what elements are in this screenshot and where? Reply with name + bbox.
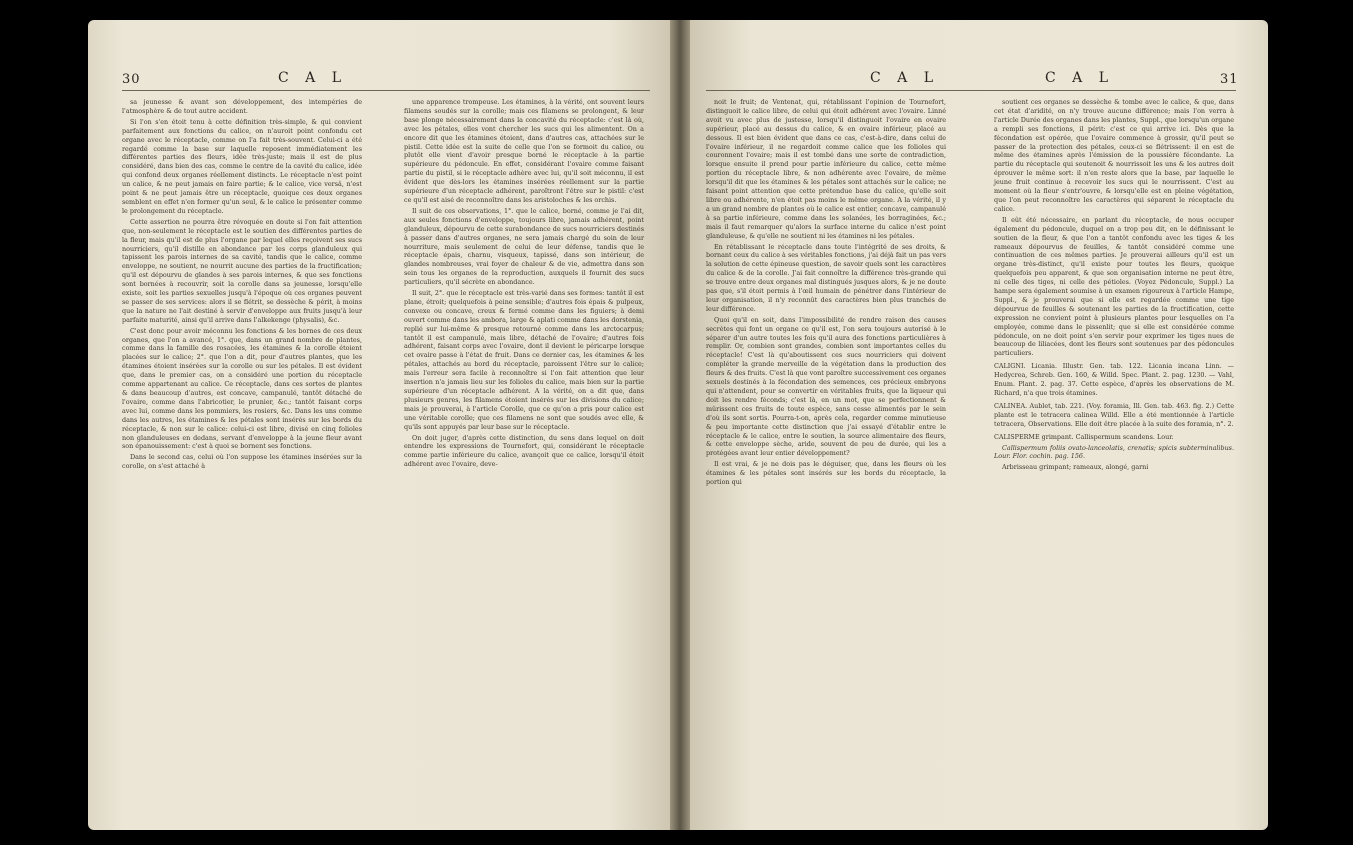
paragraph: Il eût été nécessaire, en parlant du réceptacle, de nous occuper également du pédoncule, duquel on a trop peu dit, en le définissant le soutien de la fleur, & que l'on a tantôt confondu avec les tiges & les rameaux dépourvus de feuilles, & tantôt considéré comme une continuation de ces mêmes parties. Je prouverai ailleurs qu'il est un organe très-distinct, qu'il existe pour toutes les fleurs, quoique quelquefois peu apparent, & que son organisation interne ne peut être, ni celle des tiges, ni celle des pétioles. (Voyez Pédoncule, Suppl.) La hampe sera également soumise à un examen rigoureux à l'article Hampe, Suppl., & je prouverai que si elle est regardée comme une tige dépourvue de feuilles & soutenant les parties de la fructification, cette expression ne convient point à plusieurs plantes pour lesquelles on l'a employée, comme dans le pissenlit; que si elle est considérée comme pédoncule, on ne doit point s'en servir pour exprimer les tiges nues de beaucoup de liliacées, dont les fleurs sont soutenues par des pédoncules particuliers.	[994, 215, 1234, 358]
book-spine	[670, 20, 690, 830]
paragraph: Si l'on s'en étoit tenu à cette définition très-simple, & qui convient parfaitement aux fonctions du calice, on n'auroit point confondu cet organe avec le réceptacle, comme on l'a fait très-souvent. Celui-ci a été regardé comme la base sur laquelle reposent immédiatement les différentes parties des fleurs, idée très-juste; mais il est de plus considéré, dans bien des cas, comme le centre de la cavité du calice, idée qui confond deux organes réellement distincts. Le réceptacle n'est point un calice, & ne peut jamais en faire partie; & le calice, vice versâ, n'est point & ne peut jamais être un réceptacle, quoique ces deux organes semblent en effet n'en former qu'un seul, & le calice le présenter comme le prolongement du réceptacle.	[122, 117, 362, 215]
running-header-left: C A L	[278, 70, 348, 86]
paragraph: En rétablissant le réceptacle dans toute l'intégrité de ses droits, & bornant ceux du calice à ses véritables fonctions, j'ai déjà fait un pas vers la solution de cette épineuse question, de savoir quels sont les caractères du calice & de la corolle. J'ai fait connoître la différence très-grande qui se trouve entre deux organes mal distingués jusques alors, & je ne doute pas que, s'il étoit permis à l'œil humain de pénétrer dans l'intérieur de leur organisation, il n'y reconnût des caractères bien plus tranchés de leur différence.	[706, 242, 946, 313]
paragraph: noit le fruit; de Ventenat, qui, rétablissant l'opinion de Tournefort, distinguoit le calice libre, de celui qui étoit adhérent avec l'ovaire. Linné avoit vu avec plus de justesse, lorsqu'il distinguoit l'ovaire en ovaire supérieur, placé au dessus du calice, & en ovaire inférieur, placé au dessous. Il est bien évident que dans ce cas, c'est-à-dire, dans celui de l'ovaire inférieur, il ne regardoit comme calice que les folioles qui couronnent l'ovaire; mais il est tombé dans une sorte de contradiction, lorsque ensuite il prend pour partie inférieure du calice, cette même portion du réceptacle libre, & non adhérente avec l'ovaire, de même lorsqu'il dit que les étamines & les pétales sont attachés sur le calice; ne faisant point attention que cette prétendue base du calice, qu'elle soit libre ou adhérente, n'en étoit pas moins le même organe. A la vérité, il y a un grand nombre de plantes où le calice est entier, concave, campanulé à sa partie inférieure, comme dans les solanées, les borraginées, &c.; mais il faut remarquer qu'alors la surface interne du calice n'est point glanduleuse, & qu'elle ne soutient ni les étamines ni les pétales.	[706, 98, 946, 240]
paragraph: Dans le second cas, celui où l'on suppose les étamines insérées sur la corolle, on s'est attaché à	[122, 453, 362, 471]
left-column-2	[404, 98, 644, 471]
right-column-2	[994, 98, 1234, 474]
left-column-1	[122, 98, 362, 473]
page-number-right: 31	[1220, 72, 1239, 87]
paragraph: C'est donc pour avoir méconnu les fonctions & les bornes de ces deux organes, que l'on a avancé, 1°. que, dans un grand nombre de plantes, comme dans la famille des rosacées, les étamines & la corolle étoient placées sur le calice; 2°. que l'on a dit, pour d'autres plantes, que les étamines étoient insérées sur la corolle ou sur les pétales. Il est évident que, dans le premier cas, on a considéré une portion du réceptacle comme appartenant au calice. Ce réceptacle, dans ces sortes de plantes & dans beaucoup d'autres, est concave, campanulé, tantôt détaché de l'ovaire, comme dans l'abricotier, le prunier, &c.; tantôt faisant corps avec lui, comme dans les pommiers, les rosiers, &c. Dans les uns comme dans les autres, les étamines & les pétales sont insérés sur les bords du réceptacle, & non sur le calice: celui-ci est libre, divisé en cinq folioles non glanduleuses en dedans, servant d'enveloppe à la jeune fleur avant son épanouissement: c'est à quoi se bornent ses fonctions.	[122, 326, 362, 451]
paragraph: Arbrisseau grimpant; rameaux, alongé, garni	[1002, 463, 1149, 472]
paragraph: sa jeunesse & avant son développement, des intempéries de l'atmosphère & de tout autre accident.	[122, 98, 362, 115]
running-header-right: C A L	[870, 70, 940, 86]
right-column-1	[706, 98, 946, 489]
paragraph: une apparence trompeuse. Les étamines, à la vérité, ont souvent leurs filamens soudés sur la corolle; mais ces filamens se prolongent, & leur base plonge nécessairement dans la concavité du réceptacle: c'est là où, avec les pétales, elles vont chercher les sucs qui les alimentent. On a encore dit que les étamines étoient, dans d'autres cas, attachées sur le pistil. Cette idée est la suite de celle que l'on se formoit du calice, ou plutôt elle vient d'avoir presque borné le réceptacle à la partie supérieure du pédoncule. En effet, considérant l'ovaire comme faisant partie du pistil, si le réceptacle adhère avec lui, qu'il soit méconnu, il est évident que dès-lors les étamines insérées réellement sur la partie supérieure d'un réceptacle adhérent, paroîtront l'être sur le pistil: c'est ce qu'il est aisé de reconnoître dans les aristoloches & les orchis.	[404, 98, 644, 204]
right-page	[680, 20, 1268, 830]
header-rule-left	[122, 90, 650, 91]
header-rule-right	[706, 90, 1236, 91]
dictionary-entry-calinea: CALINEA. Aublet, tab. 221. (Voy. foramia, Ill. Gen. tab. 463. fig. 2.) Cette plante est le tetracera calinea Willd. Elle a été mentionnée à l'article tetracera, Observations. Elle doit être placée à la suite des foramia, n°. 2.	[994, 401, 1234, 428]
open-book	[88, 20, 1268, 830]
paragraph: On doit juger, d'après cette distinction, du sens dans lequel on doit entendre les expressions de Tournefort, qui, considérant le réceptacle comme partie inférieure du calice, avançoit que ce calice, lorsqu'il étoit adhérent avec l'ovaire, deve-	[404, 433, 644, 469]
paragraph: Il suit de ces observations, 1°. que le calice, borné, comme je l'ai dit, aux seules fonctions d'enveloppe, toujours libre, jamais adhérent, point glanduleux, dépourvu de cette surabondance de sucs nourriciers destinés à passer dans d'autres organes, ne sera jamais chargé du soin de leur nourriture, mais seulement de celui de leur défense, tandis que le réceptacle épais, charnu, visqueux, tapissé, dans son intérieur, de glandes nombreuses, vrai foyer de chaleur & de vie, admettra dans son sein tous les organes de la reproduction, auxquels il fournit des sucs particuliers, qu'il sécrète en abondance.	[404, 206, 644, 287]
paragraph: Il est vrai, & je ne dois pas le déguiser, que, dans les fleurs où les étamines & les pétales sont insérés sur les bords du réceptacle, la portion qui	[706, 460, 946, 487]
paragraph: Cette assertion ne pourra être révoquée en doute si l'on fait attention que, non-seulement le réceptacle est le soutien des différentes parties de la fleur, mais qu'il est de plus l'organe par lequel elles reçoivent ses sucs nourriciers, qu'il distille en abondance par les corps glanduleux qui tapissent les parois internes de sa cavité, tandis que le calice, comme enveloppe, ne soutient, ne nourrit aucune des parties de la fructification; qu'il est dépourvu de glandes à ses parois internes, & que ses fonctions sont bornées à recouvrir, soit la corolle dans sa jeunesse, lorsqu'elle existe, soit les parties sexuelles jusqu'à l'époque où ces organes peuvent se passer de ses services: alors il se flétrit, se dessèche & périt, à moins que la nature ne l'ait destiné à servir d'enveloppe aux fruits jusqu'à leur parfaite maturité, ainsi qu'il arrive dans l'alkekenge (physalis), &c.	[122, 217, 362, 324]
latin-diagnosis: Callispermum foliis ovato-lanceolatis, crenatis; spicis subterminalibus. Lour. Flor. cochin. pag. 156.	[994, 443, 1234, 461]
left-page	[88, 20, 680, 830]
page-number-left: 30	[122, 72, 141, 87]
running-header-right-2: C A L	[1045, 70, 1115, 86]
paragraph: Quoi qu'il en soit, dans l'impossibilité de rendre raison des causes secrètes qui font un organe ce qu'il est, l'on sera toujours autorisé à le séparer d'un autre toutes les fois qu'il aura des fonctions particulières à remplir. Or, combien sont grandes, combien sont importantes celles du réceptacle! C'est là qu'aboutissent ces sucs nourriciers qui doivent compléter la grande merveille de la végétation dans la production des fleurs & des fruits. C'est là que vont paroître successivement ces organes sexuels destinés à la fécondation des semences, ces précieux embryons qui n'attendent, pour se convertir en véritables fruits, que la liqueur qui doit les rendre féconds; c'est là, en un mot, que se perfectionnent & mûrissent ces fruits de toute espèce, sans cesse alimentés par le sein d'où ils sont sortis. Pourra-t-on, après cela, regarder comme minutieuse & peu importante cette distinction que j'ai essayé d'établir entre le réceptacle & le calice, entre le soutien, la source alimentaire des fleurs, & cette enveloppe sèche, aride, souvent de peu de durée, qui les a protégées avant leur entier développement?	[706, 315, 946, 458]
dictionary-entry-calisperme: CALISPERME grimpant. Callispermum scandens. Lour.	[994, 432, 1174, 441]
paragraph: soutient ces organes se dessèche & tombe avec le calice, & que, dans cet état d'aridité, on n'y trouve aucune différence; mais l'on verra à l'article Durée des organes dans les plantes, Suppl., que lorsqu'un organe a rempli ses fonctions, il périt: c'est ce qui arrive ici. Dès que la fécondation est opérée, que l'ovaire commence à grossir, qu'il peut se passer de la protection des pétales, ceux-ci se flétrissent: il en est de même des étamines après l'émission de la poussière fécondante. La partie du réceptacle qui soutenoit & nourrissoit les uns & les autres doit éprouver le même sort: il n'en reste alors que la base, par laquelle le jeune fruit continue à recevoir les sucs qui le nourrissent. C'est au moment où la fleur s'entr'ouvre, & lorsqu'elle est en pleine végétation, que l'on peut reconnoître les caractères qui séparent le réceptacle du calice.	[994, 98, 1235, 213]
paragraph: Il suit, 2°. que le réceptacle est très-varié dans ses formes: tantôt il est plane, étroit; quelquefois à peine sensible; d'autres fois épais & pulpeux, convexe ou concave, creux & fermé comme dans les figuiers; à demi ouvert comme dans les ambora, large & aplati comme dans les dorstenia, replié sur lui-même & presque retourné comme dans les arctocarpus; tantôt il est campanulé, mais libre, détaché de l'ovaire; d'autres fois adhérent, faisant corps avec l'ovaire, dont il devient le péricarpe lorsque cet ovaire passe à l'état de fruit. Dans ce dernier cas, les étamines & les pétales, attachés au bord du réceptacle, paroissent l'être sur le calice; mais l'erreur sera facile à reconnoître si l'on fait attention que leur insertion n'a jamais lieu sur les folioles du calice, mais bien sur la partie supérieure d'un réceptacle adhérent. A la vérité, on a dit que, dans plusieurs genres, les filamens étoient insérés sur les divisions du calice; mais je prouverai, à l'article Corolle, que ce qu'on a pris pour calice est une véritable corolle; que ces filamens ne sont que soudés avec elle, & qu'ils sont appuyés par leur base sur le réceptacle.	[404, 289, 644, 431]
dictionary-entry-caligni: CALIGNI. Licania. Illustr. Gen. tab. 122. Licania incana Linn. — Hedycrea, Schreb. Gen. 160, & Willd. Spec. Plant. 2. pag. 1230. — Vahl, Enum. Plant. 2. pag. 37. Cette espèce, d'après les observations de M. Richard, n'a que trois étamines.	[994, 362, 1234, 397]
